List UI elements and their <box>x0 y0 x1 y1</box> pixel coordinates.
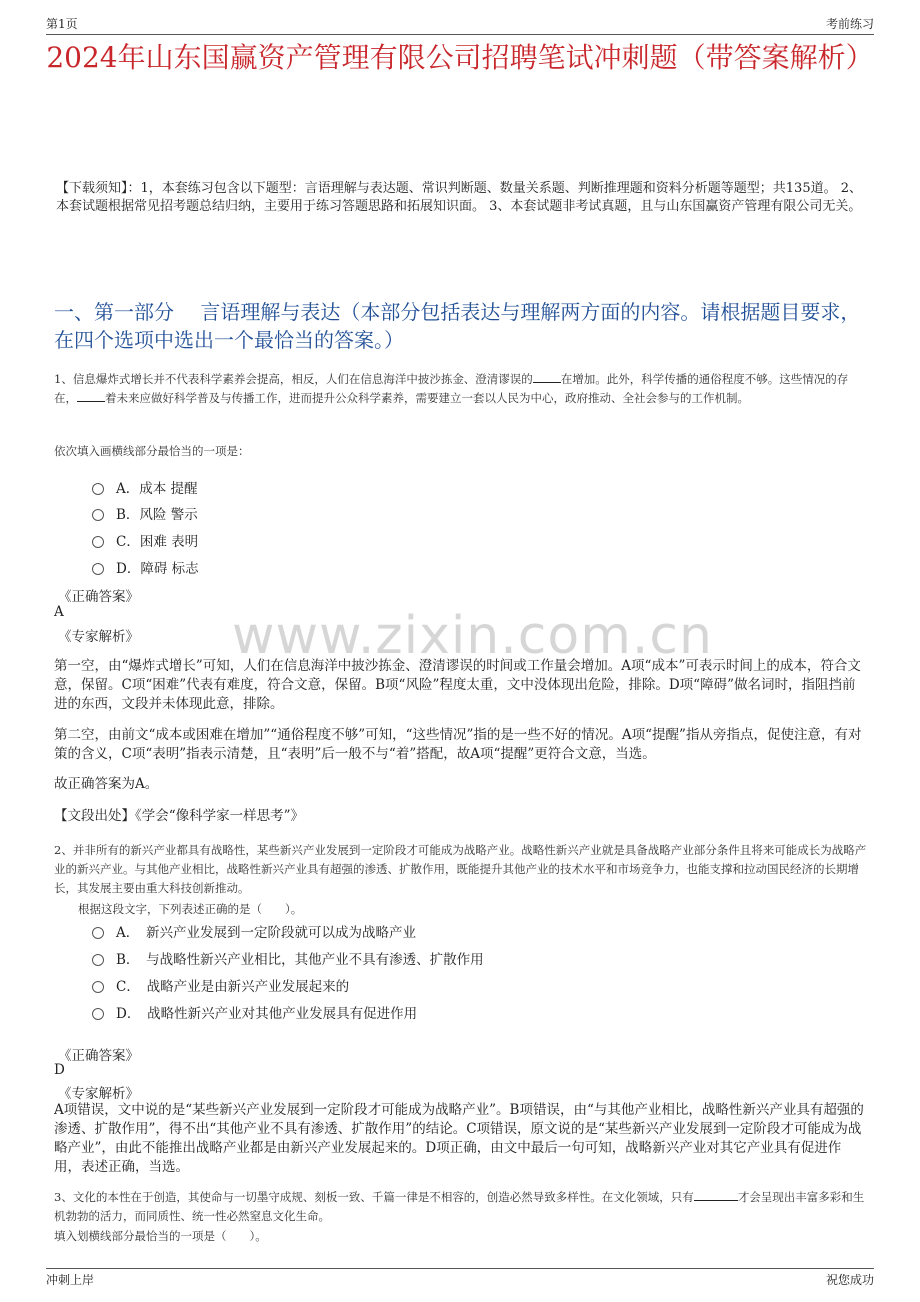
q3-stem <box>54 1188 868 1226</box>
q1-analysis-label: 《专家解析》 <box>58 629 139 645</box>
q1-answer-label: 《正确答案》 <box>58 589 139 605</box>
radio-icon[interactable] <box>92 536 104 548</box>
radio-icon[interactable] <box>92 981 104 993</box>
page-header <box>46 12 874 35</box>
radio-icon[interactable] <box>92 563 104 575</box>
q1-analysis-1: 第一空，由“爆炸式增长”可知，人们在信息海洋中披沙拣金、澄清谬误的时间或工作量会增加。A项“成本”可表示时间上的成本，符合文意，保留。C项“困难”代表有难度，符合文意，保留。B项“风险”程度太重，文中没体现出危险，排除。D项“障碍”做名词时，指阻挡前进的东西，文段并未体现此意，排除。 <box>54 658 861 712</box>
section-title: 一、第一部分 言语理解与表达（本部分包括表达与理解两方面的内容。请根据题目要求，在四个选项中选出一个最恰当的答案。） <box>54 300 861 352</box>
q2-analysis: A项错误，文中说的是“某些新兴产业发展到一定阶段才可能成为战略产业”。B项错误，由“与其他产业相比，战略性新兴产业具有超强的渗透、扩散作用”，得不出“其他产业不具有渗透、扩散作用”的结论。C项错误，原文说的是“某些新兴产业发展到一定阶段才可能成为战略产业”，由此不能推出战略产业都是由新兴产业发展起来的。D项正确，由文中最后一句可知，战略新兴产业对其它产业具有促进作用，表述正确，当选。 <box>54 1102 864 1175</box>
watermark: www.zixin.com.cn <box>232 606 713 666</box>
q1-stem-part: 着未来应做好科学普及与传播工作，进而提升公众科学素养，需要建立一套以人民为中心，政府推动、全社会参与的工作机制。 <box>105 391 749 405</box>
option-label: D． 战略性新兴产业对其他产业发展具有促进作用 <box>116 1006 418 1022</box>
q2-stem: 2、并非所有的新兴产业都具有战略性，某些新兴产业发展到一定阶段才可能成为战略产业。战略性新兴产业就是具备战略产业部分条件且将来可能成长为战略产业的新兴产业。与其他产业相比，战略性新兴产业具有超强的渗透、扩散作用，既能提升其他产业的技术水平和市场竞争力，也能支撑和拉动国民经济的长期增长，其发展主要由重大科技创新推动。 <box>54 843 867 895</box>
q2-answer-label: 《正确答案》 <box>58 1048 139 1064</box>
q1-blank-1 <box>533 370 561 383</box>
q3-blank <box>694 1188 738 1201</box>
q1-blank-2 <box>77 389 105 402</box>
header-category: 考前练习 <box>825 17 874 31</box>
radio-icon[interactable] <box>92 1008 104 1020</box>
q1-answer: A <box>54 604 64 620</box>
q1-stem-part: 在增加。此外，科学传播的通俗程度不够。这些情况的存在， <box>54 372 849 405</box>
option-label: A． 新兴产业发展到一定阶段就可以成为战略产业 <box>116 925 416 941</box>
page-footer <box>46 1268 874 1291</box>
q2-analysis-label: 《专家解析》 <box>58 1086 139 1102</box>
q1-option-d[interactable] <box>92 557 199 577</box>
option-label: C． 战略产业是由新兴产业发展起来的 <box>116 979 350 995</box>
q2-answer: D <box>54 1062 65 1078</box>
option-label: C．困难 表明 <box>116 534 199 550</box>
option-label: A．成本 提醒 <box>116 481 198 497</box>
radio-icon[interactable] <box>92 483 104 495</box>
q1-option-c[interactable] <box>92 530 198 550</box>
download-notice: 【下载须知】：1，本套练习包含以下题型：言语理解与表达题、常识判断题、数量关系题、判断推理题和资料分析题等题型；共135道。 2、本套试题根据常见招考题总结归纳，主要用于练习答题思路和拓展知识面。 3、本套试题非考试真题，且与山东国赢资产管理有限公司无关。 <box>56 181 862 214</box>
q1-stem <box>54 370 868 408</box>
radio-icon[interactable] <box>92 927 104 939</box>
page-number: 第1页 <box>46 17 78 31</box>
q3-prompt: 填入划横线部分最恰当的一项是（ ）。 <box>54 1229 267 1243</box>
q2-prompt: 根据这段文字，下列表述正确的是（ ）。 <box>78 902 303 916</box>
q1-option-b[interactable] <box>92 503 198 523</box>
footer-right: 祝您成功 <box>825 1273 874 1287</box>
q1-source: 【文段出处】《学会“像科学家一样思考”》 <box>54 808 305 824</box>
q2-option-b[interactable] <box>92 948 484 968</box>
q3-stem-part: 才会呈现出丰富多彩和生机勃勃的活力，而同质性、统一性必然窒息文化生命。 <box>54 1190 865 1223</box>
q1-stem-part: 1、信息爆炸式增长并不代表科学素养会提高，相反，人们在信息海洋中披沙拣金、澄清谬误的 <box>54 372 533 386</box>
q3-stem-part: 3、文化的本性在于创造，其使命与一切墨守成规、刻板一致、千篇一律是不相容的，创造必然导致多样性。在文化领域，只有 <box>54 1190 694 1204</box>
q2-option-d[interactable] <box>92 1002 417 1022</box>
option-label: B．风险 警示 <box>116 507 198 523</box>
q1-option-a[interactable] <box>92 477 198 497</box>
q1-analysis-2: 第二空，由前文“成本或困难在增加”“通俗程度不够”可知，“这些情况”指的是一些不好的情况。A项“提醒”指从旁指点，促使注意，有对策的含义，C项“表明”指表示清楚，且“表明”后一般不与“着”搭配，故A项“提醒”更符合文意，当选。 <box>54 727 862 762</box>
q1-prompt: 依次填入画横线部分最恰当的一项是： <box>54 444 250 458</box>
q2-option-c[interactable] <box>92 975 349 995</box>
radio-icon[interactable] <box>92 509 104 521</box>
radio-icon[interactable] <box>92 954 104 966</box>
q1-analysis-3: 故正确答案为A。 <box>54 776 159 792</box>
option-label: B． 与战略性新兴产业相比，其他产业不具有渗透、扩散作用 <box>116 952 484 968</box>
option-label: D．障碍 标志 <box>116 561 199 577</box>
document-title: 2024年山东国赢资产管理有限公司招聘笔试冲刺题（带答案解析） <box>46 41 874 74</box>
footer-left: 冲刺上岸 <box>46 1273 95 1287</box>
q2-option-a[interactable] <box>92 921 416 941</box>
